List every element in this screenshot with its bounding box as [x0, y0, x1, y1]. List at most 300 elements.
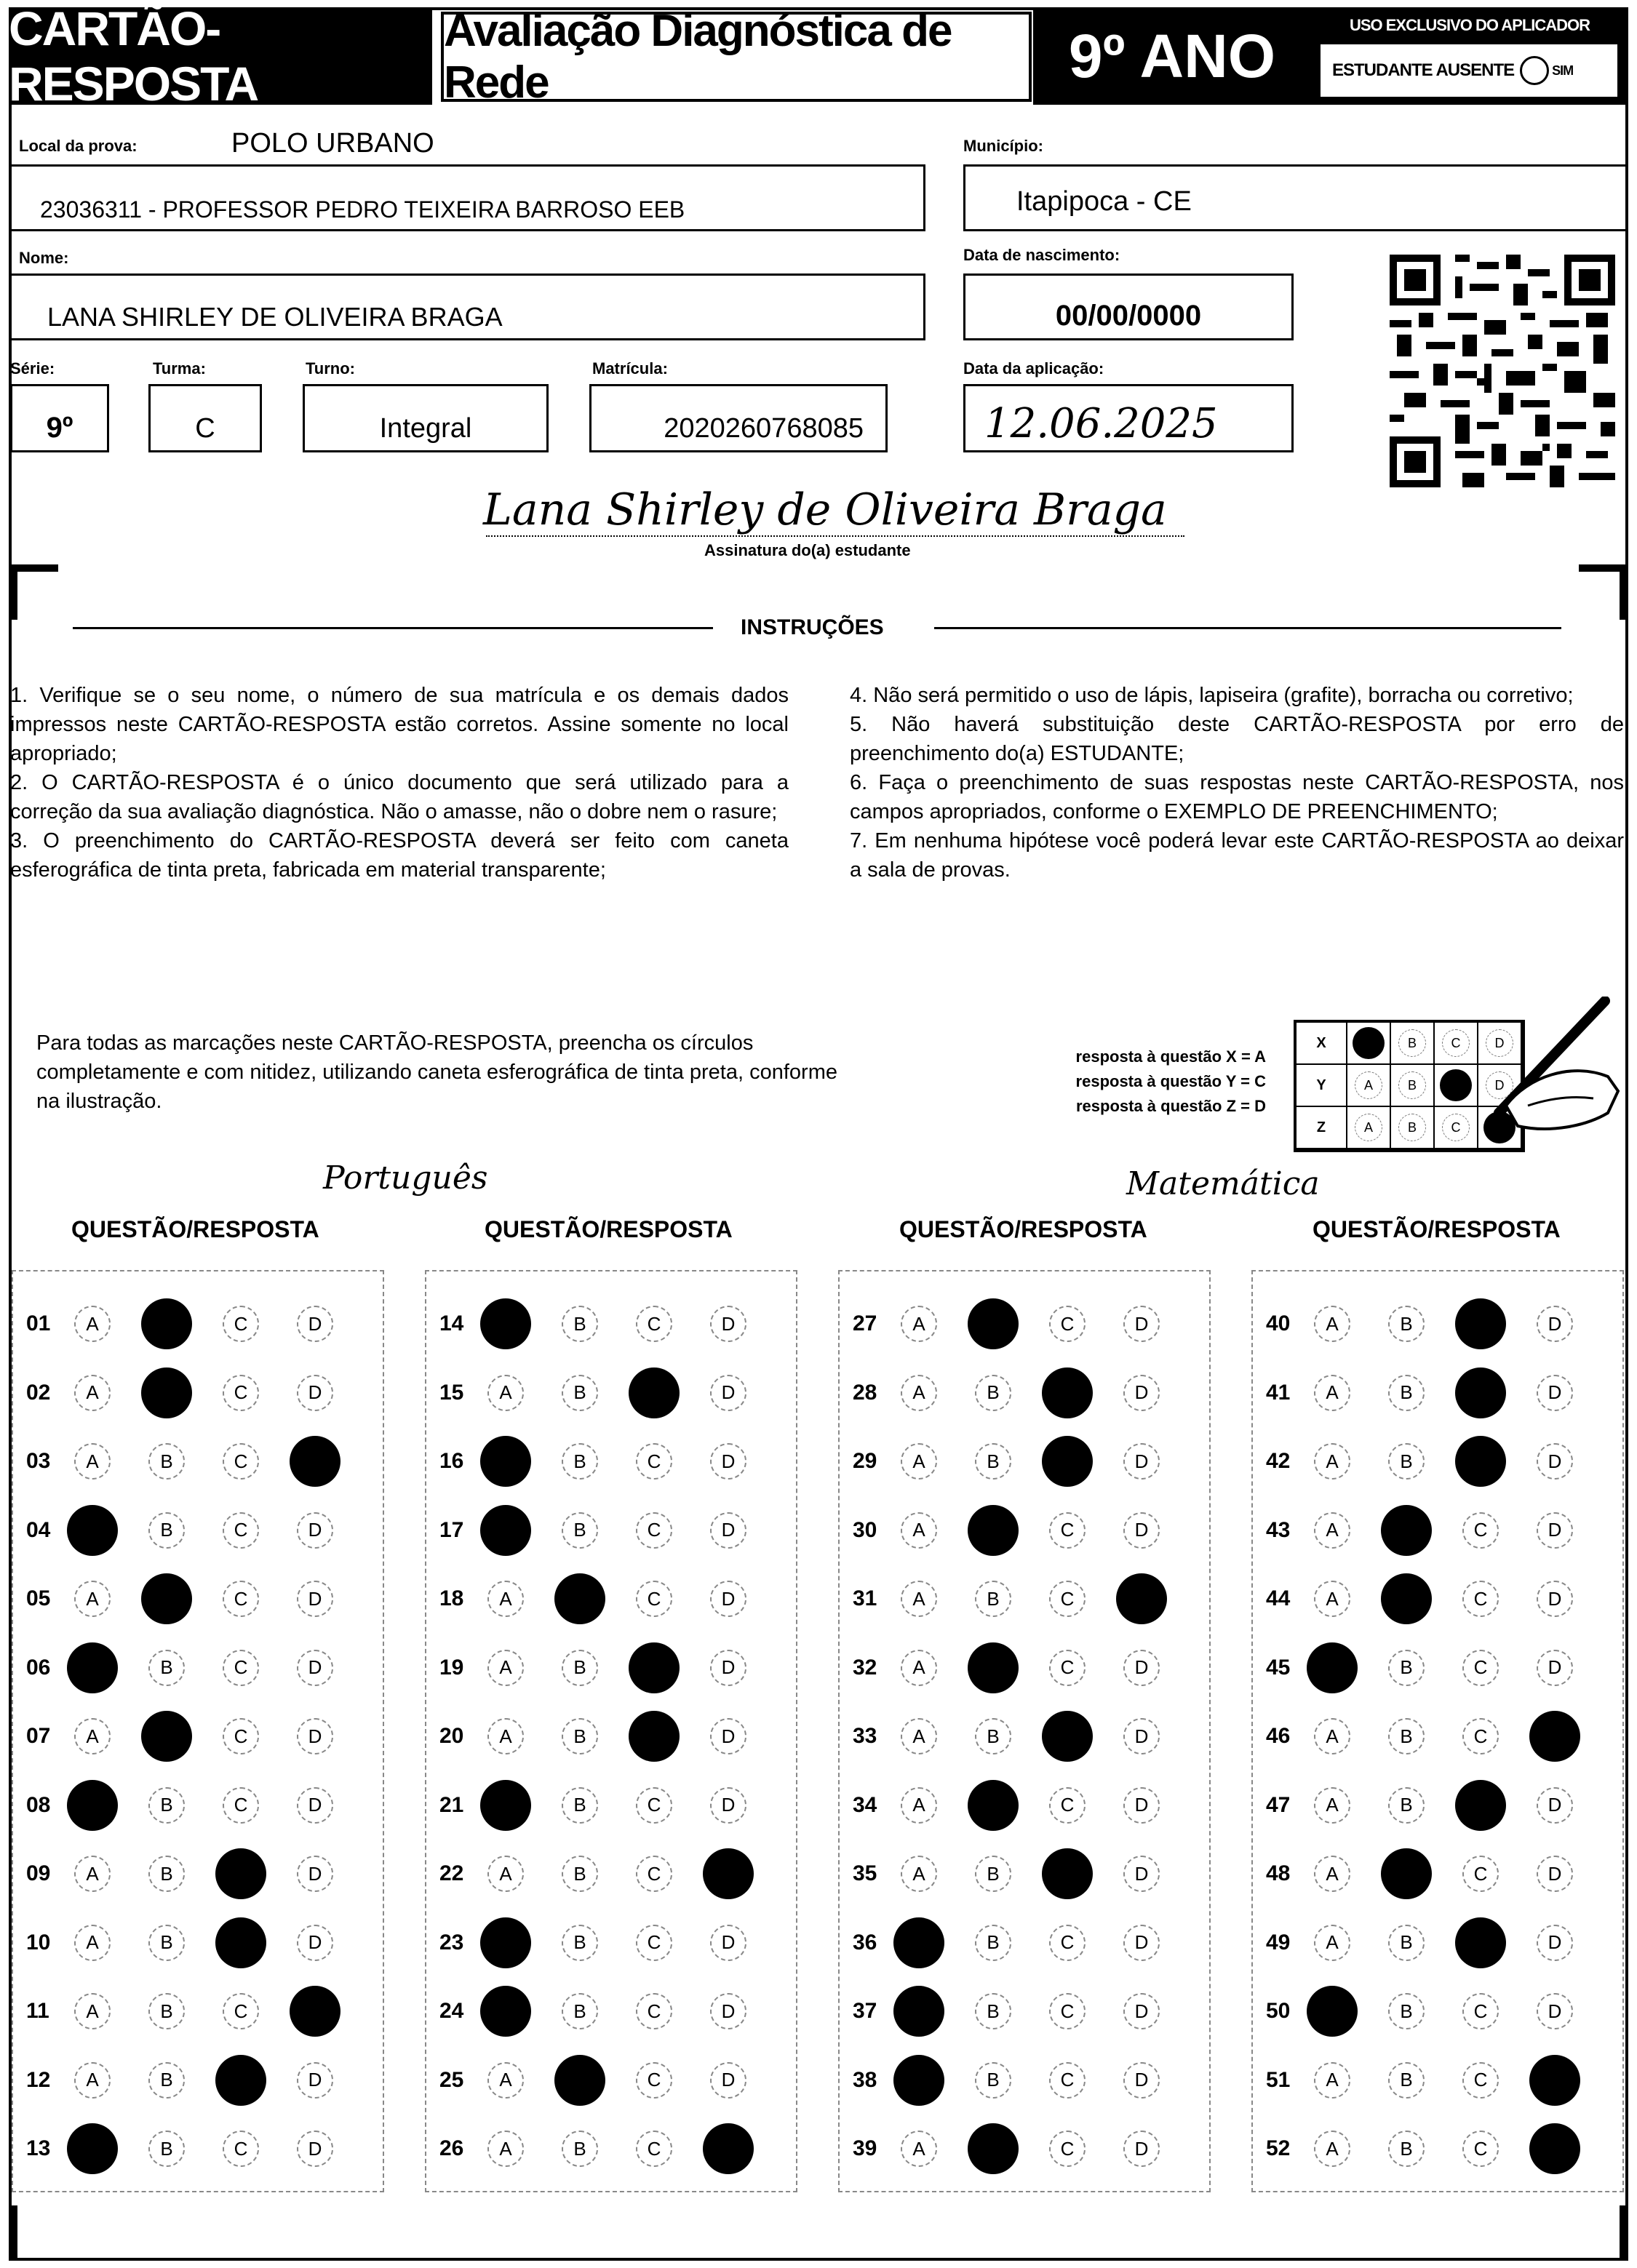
- answer-bubble-filled[interactable]: [480, 1505, 531, 1556]
- answer-bubble-filled[interactable]: [67, 1780, 118, 1831]
- answer-bubble[interactable]: D: [297, 1787, 333, 1824]
- question-number: 02: [26, 1380, 51, 1405]
- answer-bubble[interactable]: B: [975, 1581, 1011, 1617]
- answer-row: [1253, 1784, 1611, 1827]
- answer-bubble[interactable]: B: [562, 1787, 598, 1824]
- question-number: 27: [853, 1311, 877, 1335]
- answer-row: [840, 1989, 1198, 2033]
- answer-bubble[interactable]: D: [1537, 1650, 1573, 1686]
- answer-bubble[interactable]: A: [74, 1718, 111, 1754]
- answer-bubble[interactable]: B: [1388, 1718, 1425, 1754]
- answer-bubble-filled[interactable]: [480, 1298, 531, 1349]
- answer-row: [426, 1371, 784, 1415]
- answer-bubble[interactable]: B: [1388, 1443, 1425, 1480]
- answer-bubble[interactable]: C: [1462, 1581, 1499, 1617]
- answer-bubble-filled[interactable]: [1529, 2055, 1580, 2106]
- answer-bubble[interactable]: C: [1462, 1650, 1499, 1686]
- answer-bubble-filled[interactable]: [1529, 2123, 1580, 2174]
- answer-bubble[interactable]: A: [74, 1925, 111, 1961]
- answer-bubble[interactable]: C: [636, 1787, 672, 1824]
- municipio-field: [963, 164, 1628, 231]
- answer-bubble[interactable]: C: [1049, 1650, 1086, 1686]
- question-number: 39: [853, 2136, 877, 2160]
- answer-bubble[interactable]: C: [223, 1993, 259, 2029]
- answer-bubble[interactable]: B: [148, 1993, 185, 2029]
- instruction-item: 7. Em nenhuma hipótese você poderá levar este CARTÃO-RESPOSTA ao deixar a sala de provas.: [850, 829, 1624, 882]
- answer-bubble[interactable]: C: [1049, 2062, 1086, 2099]
- answer-bubble[interactable]: A: [901, 1856, 937, 1892]
- answer-bubble[interactable]: B: [1388, 1993, 1425, 2029]
- answer-bubble[interactable]: D: [297, 1925, 333, 1961]
- turma-field: [148, 384, 262, 452]
- answer-bubble[interactable]: A: [1314, 1512, 1350, 1549]
- answer-bubble[interactable]: C: [223, 1306, 259, 1342]
- example-question: X: [1297, 1023, 1347, 1065]
- answer-bubble[interactable]: D: [1537, 1375, 1573, 1411]
- example-text: Para todas as marcações neste CARTÃO-RESPOSTA, preencha os círculos completamente e com nitidez, utilizando caneta esferográfica de tinta preta, conforme na ilustração.: [36, 1031, 837, 1113]
- answer-bubble[interactable]: C: [636, 2131, 672, 2167]
- answer-bubble[interactable]: D: [1537, 1993, 1573, 2029]
- answer-bubble[interactable]: C: [223, 1375, 259, 1411]
- instruction-item: 2. O CARTÃO-RESPOSTA é o único documento que será utilizado para a correção da sua avaliação diagnóstica. Não o amasse, não o dobre nem o rasure;: [10, 771, 789, 823]
- answer-bubble[interactable]: D: [710, 1718, 746, 1754]
- instructions-title: INSTRUÇÕES: [741, 615, 884, 639]
- answer-bubble-filled[interactable]: [703, 1848, 754, 1899]
- answer-bubble-filled[interactable]: [1116, 1573, 1167, 1624]
- answer-bubble[interactable]: A: [74, 2062, 111, 2099]
- answer-bubble[interactable]: D: [297, 1856, 333, 1892]
- answer-row: [426, 1646, 784, 1690]
- answer-bubble-filled[interactable]: [1455, 1367, 1506, 1418]
- answer-bubble[interactable]: B: [562, 1443, 598, 1480]
- answer-row: [426, 1852, 784, 1896]
- answer-bubble-filled[interactable]: [1455, 1917, 1506, 1968]
- answer-bubble[interactable]: D: [297, 1306, 333, 1342]
- answer-bubble[interactable]: D: [1537, 1443, 1573, 1480]
- question-number: 18: [439, 1586, 464, 1610]
- question-number: 14: [439, 1311, 464, 1335]
- answer-bubble[interactable]: A: [1314, 1787, 1350, 1824]
- answer-bubble[interactable]: A: [1314, 1718, 1350, 1754]
- answer-bubble-filled[interactable]: [290, 1986, 340, 2037]
- answer-bubble-filled[interactable]: [968, 1780, 1019, 1831]
- answer-bubble[interactable]: C: [1462, 1512, 1499, 1549]
- answer-bubble[interactable]: C: [1049, 1581, 1086, 1617]
- answer-bubble[interactable]: D: [1123, 1512, 1160, 1549]
- answer-bubble[interactable]: D: [1537, 1512, 1573, 1549]
- answer-bubble[interactable]: C: [1049, 1306, 1086, 1342]
- example-cell: [1347, 1065, 1391, 1107]
- school-value: 23036311 - PROFESSOR PEDRO TEIXEIRA BARROSO EEB: [40, 196, 685, 223]
- answer-row: [426, 1509, 784, 1552]
- nome-field: [9, 273, 925, 340]
- answer-bubble[interactable]: C: [636, 1306, 672, 1342]
- answer-row: [13, 1714, 371, 1758]
- serie-field: [10, 384, 109, 452]
- answer-row: [13, 1302, 371, 1346]
- answer-bubble[interactable]: A: [1314, 1443, 1350, 1480]
- answer-row: [1253, 1302, 1611, 1346]
- answer-row: [1253, 1989, 1611, 2033]
- answer-bubble-filled[interactable]: [1307, 1642, 1358, 1693]
- answer-bubble[interactable]: D: [710, 1581, 746, 1617]
- answer-bubble[interactable]: B: [148, 1512, 185, 1549]
- question-number: 17: [439, 1517, 464, 1542]
- student-signature: Lana Shirley de Oliveira Braga: [483, 484, 1167, 535]
- question-number: 07: [26, 1724, 51, 1748]
- answer-bubble[interactable]: D: [1537, 1787, 1573, 1824]
- answer-bubble[interactable]: B: [1388, 1650, 1425, 1686]
- answer-bubble-filled[interactable]: [554, 1573, 605, 1624]
- answer-bubble-filled[interactable]: [290, 1436, 340, 1487]
- answer-row: [426, 2127, 784, 2171]
- answer-bubble-filled[interactable]: [480, 1986, 531, 2037]
- instructions-left: [10, 681, 789, 885]
- hand-pen-icon: [1462, 997, 1622, 1142]
- example-line: resposta à questão Z = D: [1075, 1097, 1266, 1115]
- serie-label: Série:: [10, 359, 55, 378]
- answer-bubble[interactable]: B: [1388, 2062, 1425, 2099]
- answer-bubble-filled[interactable]: [1455, 1298, 1506, 1349]
- answer-bubble[interactable]: D: [297, 1718, 333, 1754]
- answer-bubble[interactable]: A: [1314, 2131, 1350, 2167]
- answer-row: [840, 1509, 1198, 1552]
- question-number: 30: [853, 1517, 877, 1542]
- answer-row: [426, 1577, 784, 1621]
- answer-bubble[interactable]: B: [975, 1856, 1011, 1892]
- answer-bubble-filled[interactable]: [1381, 1848, 1432, 1899]
- answer-bubble[interactable]: D: [710, 1650, 746, 1686]
- answer-bubble[interactable]: B: [1388, 2131, 1425, 2167]
- grade-badge: 9º ANO: [1033, 7, 1311, 105]
- answer-bubble[interactable]: C: [223, 1787, 259, 1824]
- answer-bubble-filled[interactable]: [67, 2123, 118, 2174]
- answer-bubble-filled[interactable]: [67, 1505, 118, 1556]
- answer-bubble[interactable]: A: [487, 1856, 524, 1892]
- answer-bubble[interactable]: C: [636, 1581, 672, 1617]
- example-cell: [1347, 1023, 1391, 1065]
- answer-bubble[interactable]: C: [636, 2062, 672, 2099]
- example-bubble: D: [1486, 1071, 1513, 1099]
- answer-bubble[interactable]: B: [562, 1993, 598, 2029]
- answer-bubble[interactable]: D: [710, 1512, 746, 1549]
- question-number: 49: [1266, 1930, 1291, 1954]
- answer-bubble-filled[interactable]: [141, 1711, 192, 1762]
- answer-bubble[interactable]: C: [1049, 1993, 1086, 2029]
- answer-bubble[interactable]: C: [223, 1581, 259, 1617]
- answer-row: [1253, 2127, 1611, 2171]
- answer-bubble[interactable]: D: [1123, 1787, 1160, 1824]
- answer-bubble[interactable]: A: [901, 1306, 937, 1342]
- answer-bubble[interactable]: B: [148, 1650, 185, 1686]
- answer-bubble-filled[interactable]: [1042, 1711, 1093, 1762]
- answer-row: [1253, 2059, 1611, 2102]
- answer-bubble-filled[interactable]: [1042, 1367, 1093, 1418]
- answer-bubble-filled[interactable]: [1307, 1986, 1358, 2037]
- answer-bubble[interactable]: C: [1049, 2131, 1086, 2167]
- answer-bubble[interactable]: B: [562, 2131, 598, 2167]
- answer-bubble[interactable]: D: [297, 2131, 333, 2167]
- answer-bubble[interactable]: A: [487, 1650, 524, 1686]
- answer-bubble[interactable]: B: [562, 1375, 598, 1411]
- answer-bubble[interactable]: D: [1123, 1443, 1160, 1480]
- example-bubble: D: [1486, 1029, 1513, 1057]
- answer-bubble[interactable]: C: [223, 1512, 259, 1549]
- answer-grid-4: [1251, 1270, 1624, 2192]
- answer-bubble-filled[interactable]: [1455, 1780, 1506, 1831]
- answer-grid-2: [425, 1270, 797, 2192]
- answer-bubble[interactable]: B: [1388, 1306, 1425, 1342]
- absent-bubble[interactable]: [1520, 56, 1549, 85]
- answer-bubble-filled[interactable]: [893, 2055, 944, 2106]
- answer-row: [840, 1921, 1198, 1965]
- answer-bubble[interactable]: B: [562, 1925, 598, 1961]
- divider: [934, 627, 1561, 629]
- answer-bubble-filled[interactable]: [629, 1367, 680, 1418]
- answer-bubble[interactable]: C: [1462, 1993, 1499, 2029]
- answer-bubble[interactable]: D: [710, 2062, 746, 2099]
- answer-row: [13, 1509, 371, 1552]
- answer-bubble[interactable]: A: [1314, 1925, 1350, 1961]
- example-cell: [1391, 1107, 1435, 1149]
- answer-bubble-filled[interactable]: [1455, 1436, 1506, 1487]
- answer-bubble[interactable]: D: [1123, 1306, 1160, 1342]
- answer-bubble-filled[interactable]: [1042, 1436, 1093, 1487]
- answer-bubble[interactable]: D: [1537, 1925, 1573, 1961]
- answer-bubble[interactable]: D: [710, 1306, 746, 1342]
- answer-bubble[interactable]: C: [223, 1443, 259, 1480]
- answer-bubble-filled[interactable]: [215, 1917, 266, 1968]
- answer-bubble-filled[interactable]: [893, 1986, 944, 2037]
- answer-bubble-filled[interactable]: [968, 2123, 1019, 2174]
- answer-bubble[interactable]: A: [74, 1443, 111, 1480]
- answer-row: [1253, 1509, 1611, 1552]
- answer-bubble[interactable]: A: [487, 1718, 524, 1754]
- question-number: 51: [1266, 2067, 1291, 2092]
- municipio-value: Itapipoca - CE: [1016, 186, 1192, 217]
- answer-bubble[interactable]: B: [975, 1925, 1011, 1961]
- answer-bubble-filled[interactable]: [141, 1298, 192, 1349]
- question-number: 32: [853, 1655, 877, 1680]
- answer-bubble[interactable]: C: [1049, 1787, 1086, 1824]
- answer-bubble[interactable]: B: [1388, 1787, 1425, 1824]
- answer-bubble[interactable]: D: [1123, 1375, 1160, 1411]
- answer-bubble-filled[interactable]: [554, 2055, 605, 2106]
- question-number: 44: [1266, 1586, 1291, 1610]
- answer-grid-1: [12, 1270, 384, 2192]
- answer-bubble[interactable]: A: [901, 1787, 937, 1824]
- answer-bubble[interactable]: C: [1049, 1512, 1086, 1549]
- matricula-label: Matrícula:: [592, 359, 668, 378]
- answer-bubble[interactable]: B: [148, 1443, 185, 1480]
- answer-row: [13, 2059, 371, 2102]
- answer-bubble[interactable]: A: [74, 1581, 111, 1617]
- question-number: 26: [439, 2136, 464, 2160]
- answer-bubble[interactable]: A: [74, 1856, 111, 1892]
- question-number: 34: [853, 1792, 877, 1817]
- answer-bubble-filled[interactable]: [703, 2123, 754, 2174]
- example-line: resposta à questão Y = C: [1075, 1072, 1266, 1090]
- answer-bubble[interactable]: B: [148, 2131, 185, 2167]
- answer-bubble[interactable]: C: [636, 1443, 672, 1480]
- answer-bubble[interactable]: A: [487, 2131, 524, 2167]
- answer-bubble-filled[interactable]: [141, 1573, 192, 1624]
- answer-bubble[interactable]: D: [1123, 2062, 1160, 2099]
- answer-bubble-filled[interactable]: [67, 1642, 118, 1693]
- answer-bubble[interactable]: D: [1537, 1306, 1573, 1342]
- answer-bubble[interactable]: B: [148, 1856, 185, 1892]
- answer-bubble-filled[interactable]: [1381, 1573, 1432, 1624]
- aplicacao-label: Data da aplicação:: [963, 359, 1104, 378]
- answer-bubble-filled[interactable]: [1042, 1848, 1093, 1899]
- section-title: QUESTÃO/RESPOSTA: [1313, 1216, 1561, 1242]
- answer-bubble-filled[interactable]: [629, 1642, 680, 1693]
- answer-bubble[interactable]: A: [1314, 1306, 1350, 1342]
- answer-bubble[interactable]: A: [74, 1306, 111, 1342]
- answer-bubble[interactable]: A: [901, 2131, 937, 2167]
- answer-bubble-filled[interactable]: [1381, 1505, 1432, 1556]
- answer-row: [13, 2127, 371, 2171]
- school-field: [9, 164, 925, 231]
- answer-bubble[interactable]: C: [1049, 1925, 1086, 1961]
- answer-bubble[interactable]: A: [74, 1993, 111, 2029]
- answer-bubble[interactable]: D: [710, 1925, 746, 1961]
- answer-bubble-filled[interactable]: [215, 1848, 266, 1899]
- answer-bubble[interactable]: A: [487, 1581, 524, 1617]
- answer-bubble[interactable]: B: [975, 1718, 1011, 1754]
- answer-bubble[interactable]: A: [901, 1375, 937, 1411]
- answer-bubble-filled[interactable]: [215, 2055, 266, 2106]
- answer-bubble[interactable]: C: [1462, 2131, 1499, 2167]
- answer-bubble-filled[interactable]: [629, 1711, 680, 1762]
- answer-bubble[interactable]: D: [1123, 1718, 1160, 1754]
- question-number: 52: [1266, 2136, 1291, 2160]
- answer-bubble[interactable]: B: [975, 2062, 1011, 2099]
- answer-bubble[interactable]: D: [1123, 1993, 1160, 2029]
- answer-bubble[interactable]: A: [1314, 1856, 1350, 1892]
- answer-bubble[interactable]: B: [562, 1650, 598, 1686]
- answer-bubble-filled[interactable]: [968, 1505, 1019, 1556]
- answer-bubble[interactable]: A: [1314, 1581, 1350, 1617]
- answer-bubble[interactable]: A: [901, 1650, 937, 1686]
- question-number: 11: [26, 1999, 49, 2023]
- answer-bubble[interactable]: C: [223, 1718, 259, 1754]
- absent-field: [1318, 42, 1620, 99]
- answer-bubble[interactable]: A: [487, 2062, 524, 2099]
- question-number: 36: [853, 1930, 877, 1954]
- answer-bubble-filled[interactable]: [480, 1917, 531, 1968]
- answer-bubble[interactable]: D: [1123, 1856, 1160, 1892]
- answer-bubble-filled[interactable]: [480, 1436, 531, 1487]
- nome-value: LANA SHIRLEY DE OLIVEIRA BRAGA: [47, 302, 503, 332]
- answer-bubble-filled[interactable]: [480, 1780, 531, 1831]
- answer-bubble[interactable]: D: [297, 1375, 333, 1411]
- answer-bubble[interactable]: B: [562, 1306, 598, 1342]
- answer-bubble[interactable]: B: [148, 1787, 185, 1824]
- answer-bubble-filled[interactable]: [968, 1642, 1019, 1693]
- answer-bubble[interactable]: A: [901, 1718, 937, 1754]
- section-title: QUESTÃO/RESPOSTA: [899, 1216, 1147, 1242]
- example-legend: [989, 1045, 1266, 1119]
- aplicacao-value: 12.06.2025: [984, 400, 1218, 447]
- answer-row: [840, 1852, 1198, 1896]
- answer-bubble[interactable]: D: [297, 2062, 333, 2099]
- answer-bubble-filled[interactable]: [968, 1298, 1019, 1349]
- question-number: 42: [1266, 1449, 1291, 1473]
- answer-bubble[interactable]: D: [297, 1581, 333, 1617]
- answer-bubble[interactable]: C: [223, 1650, 259, 1686]
- answer-bubble[interactable]: D: [1123, 1650, 1160, 1686]
- turno-label: Turno:: [306, 359, 356, 378]
- question-number: 12: [26, 2067, 51, 2092]
- answer-row: [840, 2059, 1198, 2102]
- answer-row: [840, 1371, 1198, 1415]
- answer-bubble-filled[interactable]: [893, 1917, 944, 1968]
- answer-bubble[interactable]: A: [901, 1512, 937, 1549]
- example-bubble: C: [1442, 1029, 1470, 1057]
- answer-bubble[interactable]: C: [636, 1856, 672, 1892]
- answer-bubble[interactable]: D: [710, 1993, 746, 2029]
- answer-bubble[interactable]: A: [901, 1443, 937, 1480]
- answer-bubble[interactable]: C: [636, 1512, 672, 1549]
- answer-bubble[interactable]: D: [1537, 1856, 1573, 1892]
- answer-bubble[interactable]: B: [148, 1925, 185, 1961]
- answer-row: [840, 1440, 1198, 1483]
- answer-bubble[interactable]: D: [297, 1512, 333, 1549]
- answer-bubble[interactable]: C: [636, 1925, 672, 1961]
- answer-bubble[interactable]: B: [562, 1718, 598, 1754]
- question-number: 48: [1266, 1861, 1291, 1885]
- answer-bubble[interactable]: B: [975, 1993, 1011, 2029]
- question-number: 16: [439, 1449, 464, 1473]
- answer-bubble[interactable]: A: [1314, 1375, 1350, 1411]
- answer-bubble[interactable]: C: [223, 2131, 259, 2167]
- answer-bubble[interactable]: B: [975, 1375, 1011, 1411]
- answer-bubble[interactable]: D: [710, 1787, 746, 1824]
- answer-bubble[interactable]: D: [1123, 1925, 1160, 1961]
- answer-bubble[interactable]: D: [710, 1375, 746, 1411]
- answer-bubble[interactable]: D: [1537, 1581, 1573, 1617]
- answer-bubble[interactable]: D: [1123, 2131, 1160, 2167]
- answer-bubble[interactable]: A: [74, 1375, 111, 1411]
- answer-bubble[interactable]: B: [1388, 1925, 1425, 1961]
- answer-bubble[interactable]: B: [148, 2062, 185, 2099]
- answer-bubble[interactable]: A: [487, 1375, 524, 1411]
- answer-bubble[interactable]: B: [1388, 1375, 1425, 1411]
- question-number: 01: [26, 1311, 51, 1335]
- applicator-label: USO EXCLUSIVO DO APLICADOR: [1349, 16, 1590, 34]
- answer-bubble[interactable]: C: [1462, 1856, 1499, 1892]
- example-bubble: B: [1398, 1071, 1426, 1099]
- question-number: 10: [26, 1930, 51, 1954]
- answer-bubble[interactable]: B: [562, 1856, 598, 1892]
- answer-row: [1253, 1577, 1611, 1621]
- answer-bubble-filled[interactable]: [141, 1367, 192, 1418]
- answer-bubble[interactable]: A: [901, 1581, 937, 1617]
- answer-bubble[interactable]: B: [562, 1512, 598, 1549]
- answer-bubble[interactable]: C: [1462, 2062, 1499, 2099]
- answer-bubble[interactable]: A: [1314, 2062, 1350, 2099]
- answer-bubble[interactable]: D: [710, 1443, 746, 1480]
- answer-bubble[interactable]: B: [975, 1443, 1011, 1480]
- answer-bubble-filled[interactable]: [1529, 1711, 1580, 1762]
- answer-bubble[interactable]: D: [297, 1650, 333, 1686]
- answer-bubble[interactable]: C: [636, 1993, 672, 2029]
- example-bubble: A: [1355, 1071, 1382, 1099]
- question-number: 45: [1266, 1655, 1291, 1680]
- answer-bubble[interactable]: C: [1462, 1718, 1499, 1754]
- answer-row: [426, 2059, 784, 2102]
